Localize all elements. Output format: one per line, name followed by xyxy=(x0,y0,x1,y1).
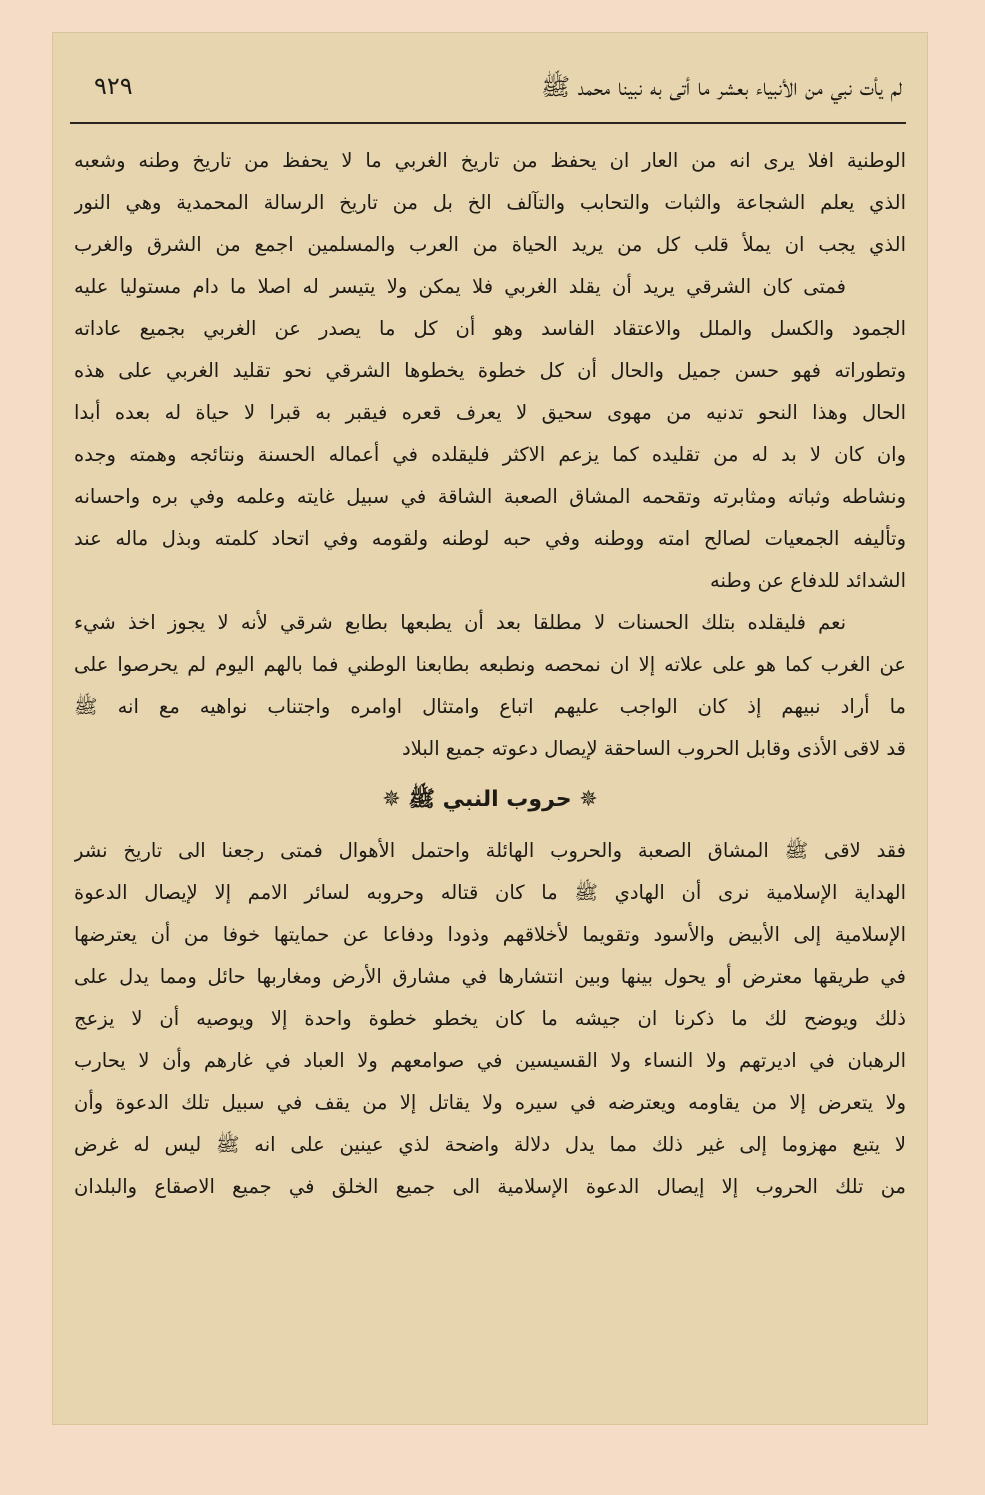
paragraph xyxy=(74,266,906,602)
text-line: في طريقها معترض أو يحول بينها وبين انتشارها في مشارق الأرض ومغاربها حائل ومما يدل على xyxy=(74,965,906,988)
text-line: نعم فليقلده بتلك الحسنات لا مطلقا بعد أن يطبعها بطابع شرقي لأنه لا يجوز اخذ شيء xyxy=(74,611,846,634)
section-heading xyxy=(74,770,906,830)
text-line: الحال وهذا النحو تدنيه من مهوى سحيق لا يعرف قعره فيقبر به قبرا لا حياة له بعده أبدا xyxy=(74,401,906,424)
text-line: ما أراد نبيهم إذ كان الواجب عليهم اتباع وامتثال اوامره واجتناب نواهيه مع انه ﷺ xyxy=(74,695,906,718)
text-line: الشدائد للدفاع عن وطنه xyxy=(710,569,906,592)
paragraph xyxy=(74,602,906,770)
paragraph xyxy=(74,830,906,1208)
text-line: فمتى كان الشرقي يريد أن يقلد الغربي فلا يمكن ولا يتيسر له اصلا ما دام مستوليا عليه xyxy=(74,275,846,298)
text-line: الرهبان في اديرتهم ولا النساء ولا القسيسين في صوامعهم ولا العباد في غارهم وأن لا يحارب xyxy=(74,1049,906,1072)
text-line: قد لاقى الأذى وقابل الحروب الساحقة لإيصال دعوته جميع البلاد xyxy=(402,737,906,760)
header-rule xyxy=(70,122,906,124)
text-line: ولا يتعرض إلا من يقاومه ويعترضه في سيره ولا يقاتل إلا من يقف في سبيل تلك الدعوة وأن xyxy=(74,1091,906,1114)
text-line: وتطوراته فهو حسن جميل والحال أن كل خطوة يخطوها الشرقي نحو تقليد الغربي على هذه xyxy=(74,359,906,382)
page-header xyxy=(72,60,908,110)
text-line: الهداية الإسلامية نرى أن الهادي ﷺ ما كان قتاله وحروبه لسائر الامم إلا لإيصال الدعوة xyxy=(74,881,906,904)
text-line: الذي يعلم الشجاعة والثبات والتحابب والتآلف الخ بل من تاريخ الرسالة المحمدية وهي النور xyxy=(74,191,906,214)
ornament-icon: ✵ xyxy=(382,787,401,812)
text-line: وان كان لا بد له من تقليده كما يزعم الاكثر فليقلده في أعماله الحسنة ونتائجه وهمته وجده xyxy=(74,443,906,466)
text-line: فقد لاقى ﷺ المشاق الصعبة والحروب الهائلة واحتمل الأهوال فمتى رجعنا الى تاريخ نشر xyxy=(74,839,906,862)
text-line: ذلك ويوضح لك ما ذكرنا ان جيشه ما كان يخطو خطوة واحدة إلا ويوصيه أن لا يزعج xyxy=(74,1007,906,1030)
text-line: الوطنية افلا يرى انه من العار ان يحفظ من تاريخ الغربي ما لا يحفظ من تاريخ وطنه وشعبه xyxy=(74,149,906,172)
page-body xyxy=(74,140,906,1208)
text-line: من تلك الحروب إلا إيصال الدعوة الإسلامية الى جميع الخلق في جميع الاصقاع والبلدان xyxy=(74,1175,906,1198)
ornament-icon: ✵ xyxy=(579,787,598,812)
text-line: ونشاطه وثباته ومثابرته وتقحمه المشاق الصعبة الشاقة في سبيل غايته وعلمه وفي بره واحسانه xyxy=(74,485,906,508)
text-line: الذي يجب ان يملأ قلب كل من يريد الحياة من العرب والمسلمين اجمع من الشرق والغرب xyxy=(74,233,906,256)
page-number: ٩٢٩ xyxy=(94,72,133,100)
text-line: الجمود والكسل والملل والاعتقاد الفاسد وهو أن كل ما يصدر عن الغربي بجميع عاداته xyxy=(74,317,906,340)
running-title: لم يأت نبي من الأنبياء بعشر ما أتى به نبينا محمد ﷺ xyxy=(541,73,902,101)
text-line: عن الغرب كما هو على علاته إلا ان نمحصه ونطبعه بطابعنا الوطني فما بالهم اليوم لم يحرصوا على xyxy=(74,653,906,676)
text-line: الإسلامية إلى الأبيض والأسود وتقويما لأخلاقهم وذودا ودفاعا عن حمايتها خوفا من أن يعترضها xyxy=(74,923,906,946)
text-line: لا يتبع مهزوما إلى غير ذلك مما يدل دلالة واضحة لذي عينين على انه ﷺ ليس له غرض xyxy=(74,1133,906,1156)
paragraph xyxy=(74,140,906,266)
book-page xyxy=(52,32,928,1425)
section-heading-text: حروب النبي ﷺ xyxy=(408,787,572,812)
text-line: وتأليفه الجمعيات لصالح امته ووطنه وفي حبه لوطنه ولقومه وفي اتحاد كلمته وبذل ماله عند xyxy=(74,527,906,550)
